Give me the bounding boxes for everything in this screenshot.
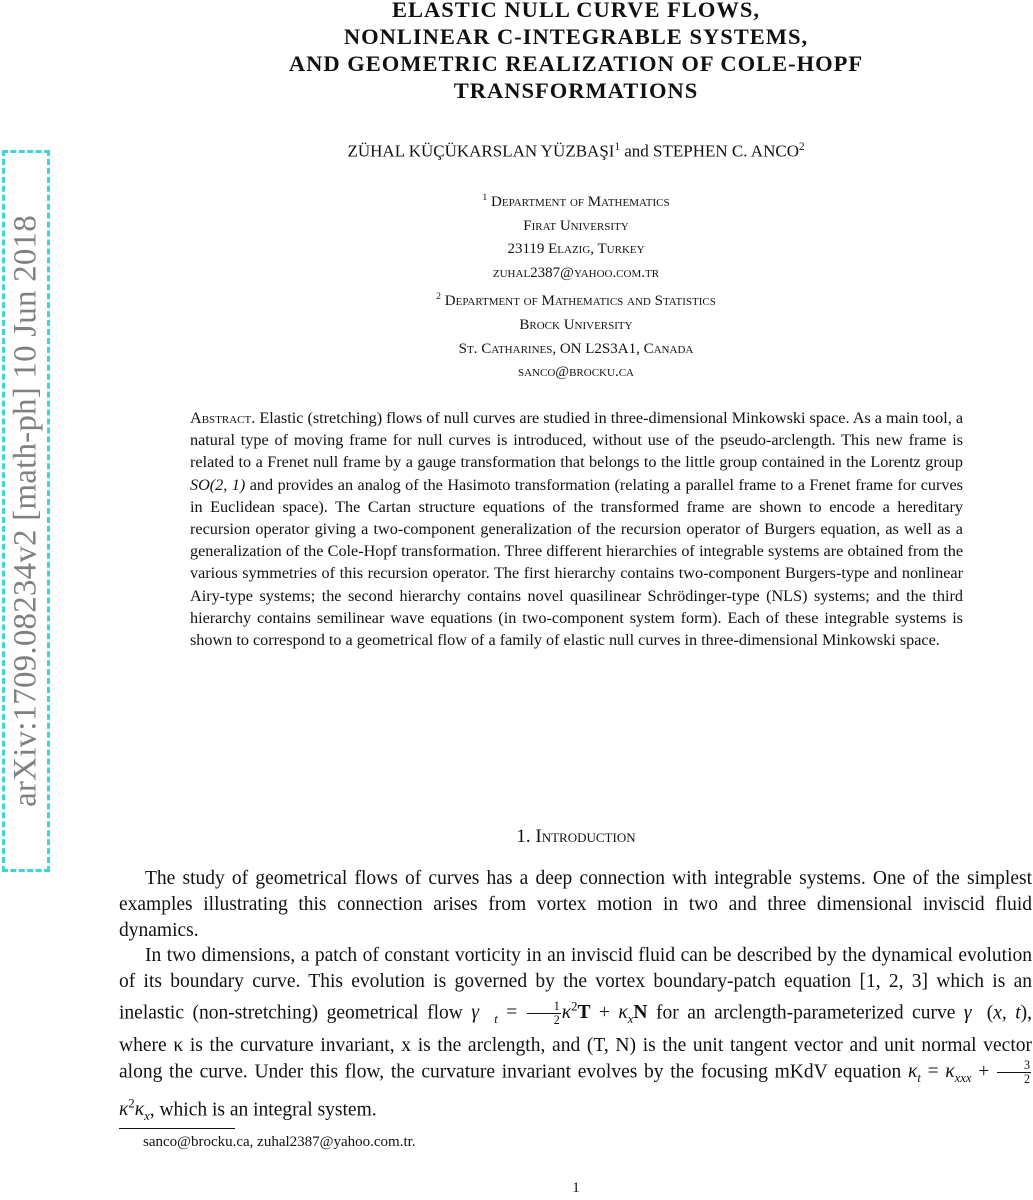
author-1-mark: 1: [614, 141, 620, 153]
affil-email-1: zuhal2387@yahoo.com.tr: [492, 264, 660, 281]
footnote: sanco@brocku.ca, zuhal2387@yahoo.com.tr.: [143, 1134, 416, 1150]
paper-title: [150, 0, 1002, 104]
p2-text-a: In two dimensions, a patch of constant vorticity in an inviscid fluid can be described by the dynamical evolution of its boundary curve. This evolution is governed by the vortex boundary-patch equation [1, 2, 3] which is an inelastic (non-stretching) geometrical flow: [119, 945, 1032, 1024]
intro-paragraph-2: [119, 943, 1032, 1130]
page-number: 1: [572, 1180, 580, 1196]
author-conjunction: and: [624, 141, 649, 161]
abstract-label: Abstract.: [190, 409, 256, 427]
intro-paragraph-1: The study of geometrical flows of curves has a deep connection with integrable systems. One of the simplest examples illustrating this connection arises from vortex motion in two and three dimensional inviscid fluid dynamics.: [119, 868, 1032, 941]
section-heading: [150, 826, 1002, 848]
mkdv-equation: $\kappa_t = \kappa_{xxx}$ + $\frac{3}{2}$ $\kappa^2\kappa_x$: [119, 1057, 1031, 1124]
section-number: 1.: [516, 826, 531, 847]
arxiv-stamp: [2, 150, 50, 872]
p2-text-c: , where κ is the curvature invariant, x is the arclength, and (T, N) is the unit tangent vector and unit normal vector along the curve. Under this flow, the curvature invariant evolves by the focusing mKdV equation: [119, 1002, 1033, 1083]
affil-mark-2: 2: [436, 291, 442, 303]
abstract: [190, 407, 963, 651]
introduction-body: [119, 866, 1032, 1130]
arxiv-identifier: arXiv:1709.08234v2 [math-ph] 10 Jun 2018: [7, 215, 44, 807]
affil-univ-2: Brock University: [519, 316, 633, 333]
affil-dept-1: Department of Mathematics: [491, 194, 670, 210]
title-line-1: ELASTIC NULL CURVE FLOWS,: [391, 0, 761, 22]
affiliations: [150, 186, 1002, 385]
author-2: STEPHEN C. ANCO: [653, 141, 799, 161]
affil-address-1: 23119 Elazig, Turkey: [507, 241, 645, 258]
vortex-patch-equation: $\gamma⃗_t$ = $\frac{1}{2}$ $\kappa^2T + \kappa_xN$: [471, 999, 648, 1027]
p2-text-b: for an arclength-parameterized curve: [656, 1002, 956, 1024]
affil-univ-1: Firat University: [523, 217, 629, 234]
p2-text-d: , which is an integral system.: [149, 1099, 377, 1121]
affil-dept-2: Department of Mathematics and Statistics: [444, 293, 716, 310]
affil-address-2: St. Catharines, ON L2S3A1, Canada: [458, 340, 694, 357]
author-list: [150, 141, 1002, 162]
abstract-text-2: and provides an analog of the Hasimoto transformation (relating a parallel frame to a Frenet frame for curves in Euclidean space). The Cartan structure equations of the transformed frame are shown to encode a hereditary recursion operator giving a two-component generalization of the recursion operator of Burgers equation, as well as a generalization of the Cole-Hopf transformation. Three different hierarchies of integrable systems are obtained from the various symmetries of this recursion operator. The first hierarchy contains two-component Burgers-type and nonlinear Airy-type systems; the second hierarchy contains novel quasilinear Schrödinger-type (NLS) systems; and the third hierarchy contains semilinear wave equations (in two-component system form). Each of these integrable systems is shown to correspond to a geometrical flow of a family of elastic null curves in three-dimensional Minkowski space.: [190, 475, 963, 650]
curve-symbol: γ⃗(x, t): [963, 1002, 1028, 1024]
title-line-2: NONLINEAR C-INTEGRABLE SYSTEMS,: [343, 24, 809, 49]
abstract-text-1: Elastic (stretching) flows of null curves are studied in three-dimensional Minkowski space. As a main tool, a natural type of moving frame for null curves is introduced, without use of the pseudo-arclength. This new frame is related to a Frenet null frame by a gauge transformation that belongs to the little group contained in the Lorentz group: [190, 409, 964, 472]
section-title: Introduction: [535, 826, 636, 847]
title-line-3: AND GEOMETRIC REALIZATION OF COLE-HOPF: [288, 51, 864, 76]
footnote-rule: [119, 1128, 235, 1129]
author-1: ZÜHAL KÜÇÜKARSLAN YÜZBAŞI: [347, 141, 615, 161]
author-2-mark: 2: [798, 141, 805, 153]
abstract-group-symbol: SO(2, 1): [190, 475, 246, 494]
affil-mark-1: 1: [482, 192, 488, 203]
affil-email-2: sanco@brocku.ca: [518, 364, 634, 381]
title-line-4: TRANSFORMATIONS: [453, 78, 699, 103]
